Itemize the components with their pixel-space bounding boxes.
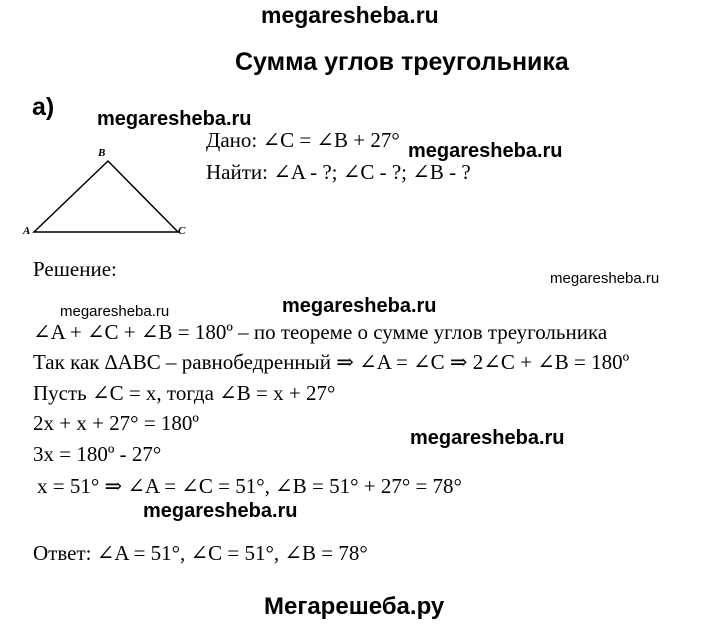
site-header: megaresheba.ru bbox=[261, 2, 439, 28]
watermark: megaresheba.ru bbox=[143, 500, 298, 522]
part-label: а) bbox=[32, 93, 55, 121]
given-text: Дано: ∠C = ∠B + 27° bbox=[206, 128, 400, 152]
watermark: megaresheba.ru bbox=[408, 140, 563, 162]
vertex-label-b: B bbox=[98, 147, 106, 159]
solution-line: Так как ∆ABC – равнобедренный ⇒ ∠A = ∠C ⇒ 2∠C + ∠B = 180º bbox=[33, 350, 630, 374]
watermark: megaresheba.ru bbox=[60, 303, 170, 320]
watermark: megaresheba.ru bbox=[282, 295, 437, 317]
solution-label: Решение: bbox=[33, 257, 117, 281]
solution-line: ∠A + ∠C + ∠B = 180º – по теореме о сумме углов треугольника bbox=[33, 320, 608, 344]
solution-line: x = 51° ⇒ ∠A = ∠C = 51°, ∠B = 51° + 27° = 78° bbox=[37, 474, 462, 498]
watermark: megaresheba.ru bbox=[550, 270, 660, 287]
watermark: megaresheba.ru bbox=[410, 427, 565, 449]
solution-line: 2x + x + 27° = 180º bbox=[33, 411, 199, 435]
vertex-label-a: A bbox=[23, 225, 31, 237]
triangle-figure bbox=[20, 143, 195, 238]
page-title: Сумма углов треугольника bbox=[235, 48, 569, 76]
solution-line: 3x = 180º - 27° bbox=[33, 442, 162, 466]
vertex-label-c: C bbox=[178, 225, 186, 237]
find-text: Найти: ∠A - ?; ∠C - ?; ∠B - ? bbox=[206, 160, 471, 184]
triangle-shape bbox=[34, 161, 178, 232]
watermark: megaresheba.ru bbox=[97, 108, 252, 130]
solution-line: Пусть ∠C = x, тогда ∠B = x + 27° bbox=[33, 381, 336, 405]
site-footer: Мегарешеба.ру bbox=[264, 593, 445, 620]
answer-text: Ответ: ∠A = 51°, ∠C = 51°, ∠B = 78° bbox=[33, 541, 368, 565]
